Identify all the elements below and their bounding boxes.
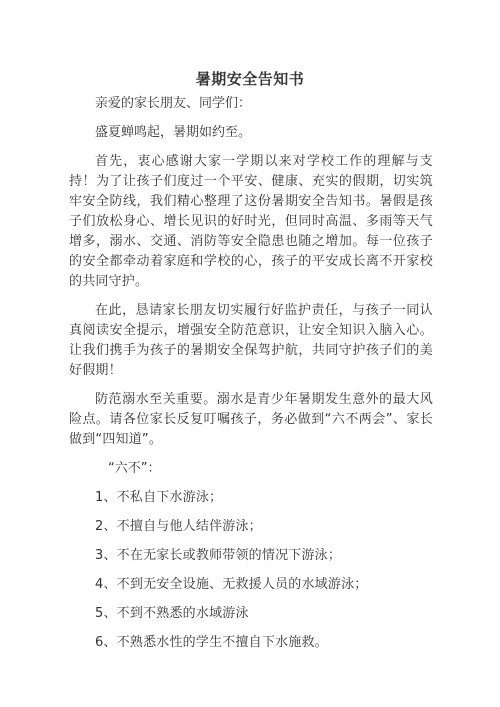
opening-line: 盛夏蝉鸣起，暑期如约至。 <box>95 125 252 140</box>
document-title: 暑期安全告知书 <box>195 70 305 88</box>
greeting-line: 亲爱的家长朋友、同学们： <box>95 96 252 111</box>
document-body <box>69 94 433 662</box>
list-item: 3、不在无家长或教师带领的情况下游泳； <box>95 548 342 563</box>
list-item: 2、不擅自与他人结伴游泳； <box>95 519 262 534</box>
list-item: 1、不私自下水游泳； <box>95 490 223 505</box>
paragraph-intro: 首先，衷心感谢大家一学期以来对学校工作的理解与支持！为了让孩子们度过一个平安、健康、充实的假期，切实筑牢安全防线，我们精心整理了这份暑期安全告知书。暑假是孩子们放松身心、增长见识的好时光，但同时高温、多雨等天气增多，溺水、交通、消防等安全隐患也随之增加。每一位孩子的安全都牵动着家庭和学校的心，孩子的平安成长离不开家校的共同守护。 <box>69 154 433 289</box>
paragraph-request: 在此，恳请家长朋友切实履行好监护责任，与孩子一同认真阅读安全提示，增强安全防范意识，让安全知识入脑入心。让我们携手为孩子的暑期安全保驾护航，共同守护孩子们的美好假期！ <box>69 303 433 378</box>
list-item: 6、不熟悉水性的学生不擅自下水施救。 <box>95 635 328 650</box>
list-item: 5、不到不熟悉的水域游泳 <box>95 606 249 621</box>
six-rules-list <box>69 488 433 653</box>
list-item: 4、不到无安全设施、无救援人员的水域游泳； <box>95 577 368 592</box>
paragraph-drowning: 防范溺水至关重要。溺水是青少年暑期发生意外的最大风险点。请各位家长反复叮嘱孩子，务必做到“六不两会”、家长做到“四知道”。 <box>69 392 433 447</box>
list-heading: “六不”： <box>108 461 161 476</box>
